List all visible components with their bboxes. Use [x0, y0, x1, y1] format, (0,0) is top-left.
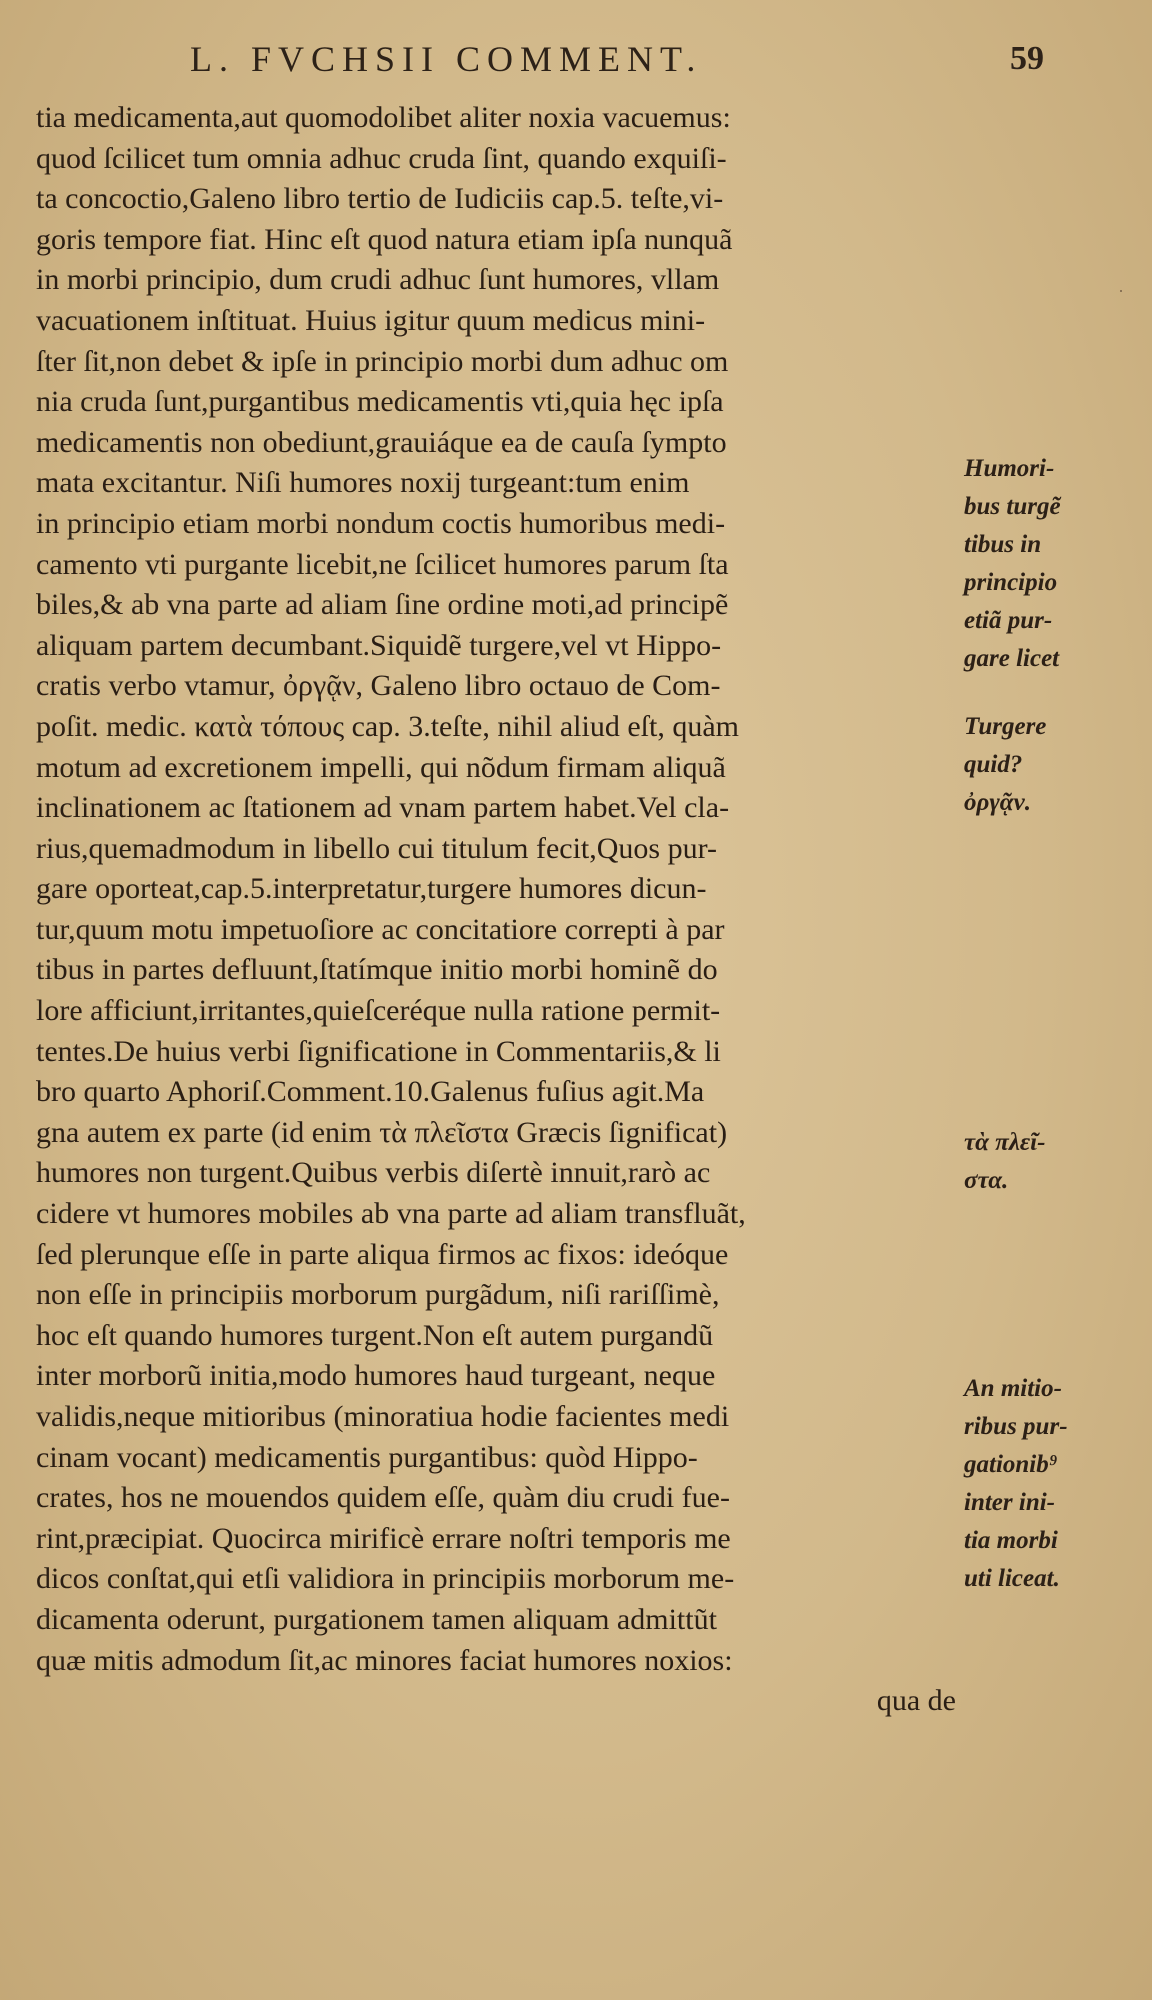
text-line: camento vti purgante licebit,ne ſcilicet humores parum ſta: [36, 547, 729, 581]
text-line: dicamenta oderunt, purgationem tamen aliquam admittũt: [36, 1602, 717, 1636]
margin-note-line: τὰ πλεῖ-: [964, 1129, 1046, 1156]
text-line: gna autem ex parte (id enim τὰ πλεῖστα Græcis ſignificat): [36, 1115, 728, 1149]
text-line: lore afficiunt,irritantes,quieſceréque nulla ratione permit-: [36, 994, 721, 1028]
text-line: vacuationem inſtituat. Huius igitur quum medicus mini-: [36, 303, 706, 337]
text-line: cratis verbo vtamur, ὀργᾷν, Galeno libro octauo de Com-: [36, 669, 721, 703]
margin-note-line: Humori-: [964, 455, 1055, 482]
page-number: 59: [1010, 40, 1044, 77]
text-line: in principio etiam morbi nondum coctis humoribus medi-: [36, 506, 726, 540]
margin-note-mild-purgatives: [964, 1370, 1144, 1598]
text-line: quæ mitis admodum ſit,ac minores faciat humores noxios:: [36, 1643, 733, 1677]
margin-note-line: tibus in: [964, 531, 1042, 558]
text-line: in morbi principio, dum crudi adhuc ſunt humores, vllam: [36, 263, 720, 297]
text-line: tia medicamenta,aut quomodolibet aliter noxia vacuemus:: [36, 101, 731, 134]
text-line: tentes.De huius verbi ſignificatione in Commentariis,& li: [36, 1034, 721, 1068]
text-line: inter morborũ initia,modo humores haud turgeant, neque: [36, 1359, 716, 1393]
text-line: mata excitantur. Niſi humores noxij turgeant:tum enim: [36, 466, 690, 500]
margin-note-line: An mitio-: [964, 1375, 1062, 1402]
main-text-block: [36, 98, 956, 1722]
margin-note-ta-pleista: [964, 1124, 1144, 1200]
text-line: non eſſe in principiis morborum purgãdum, niſi rariſſimè,: [36, 1278, 720, 1312]
margin-note-line: tia morbi: [964, 1527, 1058, 1554]
text-line: motum ad excretionem impelli, qui nõdum firmam aliquã: [36, 750, 726, 784]
text-line: ſed plerunque eſſe in parte aliqua firmos ac fixos: ideóque: [36, 1237, 729, 1271]
text-line: tibus in partes defluunt,ſtatímque initio morbi hominẽ do: [36, 953, 718, 987]
text-line: quod ſcilicet tum omnia adhuc cruda ſint, quando exquiſi-: [36, 141, 727, 175]
text-line: nia cruda ſunt,purgantibus medicamentis vti,quia hęc ipſa: [36, 385, 724, 419]
margin-note-line: gationib⁹: [964, 1451, 1058, 1478]
text-line: inclinationem ac ſtationem ad vnam partem habet.Vel cla-: [36, 791, 730, 825]
margin-note-line: bus turgẽ: [964, 493, 1061, 520]
text-line: ta concoctio,Galeno libro tertio de Iudiciis cap.5. teſte,vi-: [36, 182, 724, 216]
text-line: goris tempore fiat. Hinc eſt quod natura etiam ipſa nunquã: [36, 222, 733, 256]
text-line: rius,quemadmodum in libello cui titulum fecit,Quos pur-: [36, 831, 717, 865]
paper-speck: [1120, 290, 1122, 292]
text-line: hoc eſt quando humores turgent.Non eſt autem purgandũ: [36, 1318, 714, 1352]
text-line: aliquam partem decumbant.Siquidẽ turgere,vel vt Hippo-: [36, 628, 722, 662]
margin-note-line: gare licet: [964, 645, 1060, 672]
text-line: bro quarto Aphoriſ.Comment.10.Galenus fuſius agit.Ma: [36, 1075, 705, 1109]
text-line: validis,neque mitioribus (minoratiua hodie facientes medi: [36, 1400, 730, 1433]
text-line: cidere vt humores mobiles ab vna parte ad aliam transfluãt,: [36, 1197, 746, 1231]
margin-note-line: principio: [964, 569, 1058, 596]
text-line: humores non turgent.Quibus verbis diſertè innuit,rarò ac: [36, 1156, 711, 1190]
text-line: medicamentis non obediunt,grauiáque ea de cauſa ſympto: [36, 425, 727, 459]
text-line: crates, hos ne mouendos quidem eſſe, quàm diu crudi fue-: [36, 1481, 730, 1515]
margin-note-line: στα.: [964, 1167, 1009, 1194]
margin-note-line: quid?: [964, 751, 1023, 778]
margin-note-line: Turgere: [964, 713, 1047, 740]
text-line: dicos conſtat,qui etſi validiora in principiis morborum me-: [36, 1562, 735, 1596]
margin-note-line: ribus pur-: [964, 1413, 1068, 1440]
text-line: cinam vocant) medicamentis purgantibus: quòd Hippo-: [36, 1440, 698, 1474]
margin-note-line: inter ini-: [964, 1489, 1055, 1516]
text-line: tur,quum motu impetuoſiore ac concitatiore correpti à par: [36, 912, 725, 946]
margin-note-line: ὀργᾷν.: [964, 789, 1031, 816]
catchword: qua de: [876, 1684, 956, 1718]
margin-note-line: etiã pur-: [964, 607, 1053, 634]
margin-note-turgent-humors: [964, 450, 1144, 678]
margin-note-turgere: [964, 708, 1144, 822]
text-line: biles,& ab vna parte ad aliam ſine ordine moti,ad principẽ: [36, 588, 729, 622]
margin-note-line: uti liceat.: [964, 1565, 1060, 1592]
running-head: L. FVCHSII COMMENT.: [190, 39, 703, 79]
text-line: ſter ſit,non debet & ipſe in principio morbi dum adhuc om: [36, 344, 729, 378]
text-line: gare oporteat,cap.5.interpretatur,turgere humores dicun-: [36, 872, 707, 906]
text-line: poſit. medic. κατὰ τόπους cap. 3.teſte, nihil aliud eſt, quàm: [36, 709, 739, 743]
text-line: rint,præcipiat. Quocirca mirificè errare noſtri temporis me: [36, 1521, 731, 1555]
